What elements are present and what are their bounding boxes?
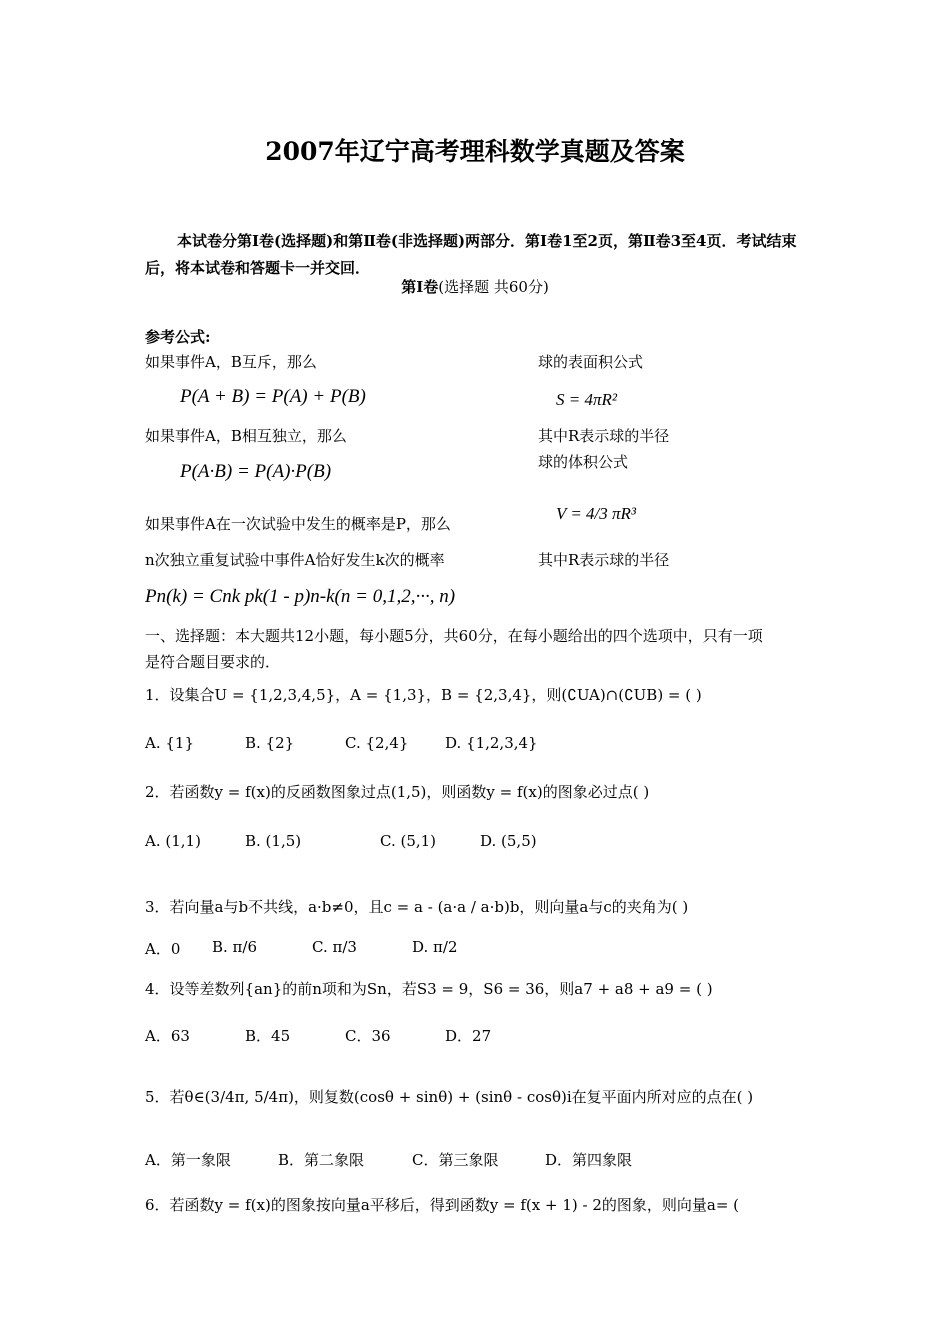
q4-option-b: B．45 (245, 1027, 291, 1045)
sphere-vol-label: 球的体积公式 (538, 453, 629, 471)
q2-stem: 2．若函数y = f(x)的反函数图象过点(1,5)，则函数y = f(x)的图象必过点( ) (145, 783, 650, 801)
q4-stem: 4．设等差数列{an}的前n项和为Sn，若S3 = 9，S6 = 36，则a7 + a8 + a9 = ( ) (145, 980, 713, 998)
radius-note: 其中R表示球的半径 (538, 427, 670, 445)
formula-mutex-text: 如果事件A，B互斥，那么 (145, 353, 317, 371)
part1-heading (0, 276, 950, 297)
q1-option-d: D. {1,2,3,4} (445, 734, 538, 752)
formula-binom: Pn(k) = Cnk pk(1 - p)n-k(n = 0,1,2,···, n) (145, 586, 456, 607)
q4-option-c: C．36 (345, 1027, 391, 1045)
q2-option-b: B. (1,5) (245, 832, 302, 850)
q5-option-c: C．第三象限 (412, 1151, 499, 1169)
formulas-heading: 参考公式: (145, 328, 211, 346)
part1-note: (选择题 共60分) (438, 278, 549, 296)
q4-option-d: D．27 (445, 1027, 492, 1045)
q4-option-a: A．63 (145, 1027, 190, 1045)
formula-mutex: P(A + B) = P(A) + P(B) (180, 386, 366, 407)
q3-stem: 3．若向量a与b不共线，a·b≠0，且c = a - (a·a / a·b)b，则向量a与c的夹角为( ) (145, 898, 689, 916)
page-title: 2007年辽宁高考理科数学真题及答案 (265, 137, 685, 166)
q1-option-b: B. {2} (245, 734, 295, 752)
q1-option-a: A. {1} (145, 734, 194, 752)
q3-option-d: D. π/2 (412, 938, 458, 956)
part1-label: 第Ⅰ卷 (401, 278, 439, 296)
q2-option-a: A. (1,1) (145, 832, 201, 850)
sphere-vol-formula: V = 4/3 πR³ (556, 504, 637, 523)
q3-option-b: B. π/6 (212, 938, 258, 956)
q5-option-d: D．第四象限 (545, 1151, 633, 1169)
q1-stem: 1．设集合U = {1,2,3,4,5}，A = {1,3}，B = {2,3,4}，则(∁UA)∩(∁UB) = ( ) (145, 686, 702, 704)
sphere-area-formula: S = 4πR² (556, 390, 617, 409)
sphere-area-label: 球的表面积公式 (538, 353, 644, 371)
formula-indep-label: 如果事件A，B相互独立，那么 (145, 427, 347, 445)
q5-option-b: B．第二象限 (278, 1151, 365, 1169)
formula-binom-label: n次独立重复试验中事件A恰好发生k次的概率 (145, 551, 445, 569)
formula-prob-label: 如果事件A在一次试验中发生的概率是P，那么 (145, 515, 451, 533)
q6-stem: 6．若函数y = f(x)的图象按向量a平移后，得到函数y = f(x + 1) - 2的图象，则向量a= ( (145, 1196, 740, 1214)
q5-stem: 5．若θ∈(3/4π, 5/4π)，则复数(cosθ + sinθ) + (sinθ - cosθ)i在复平面内所对应的点在( ) (145, 1088, 754, 1106)
q2-option-d: D. (5,5) (480, 832, 537, 850)
section1-line2: 是符合题目要求的． (145, 653, 281, 671)
radius-note-2: 其中R表示球的半径 (538, 551, 670, 569)
intro-paragraph (145, 228, 813, 282)
formula-mutex-label (145, 351, 317, 372)
q3-option-c: C. π/3 (312, 938, 357, 956)
intro-text: 本试卷分第Ⅰ卷(选择题)和第Ⅱ卷(非选择题)两部分．第Ⅰ卷1至2页，第Ⅱ卷3至4页．考试结束后，将本试卷和答题卡一并交回． (145, 232, 797, 277)
formula-indep: P(A·B) = P(A)·P(B) (180, 461, 332, 482)
q5-option-a: A．第一象限 (145, 1151, 231, 1169)
section1-line1: 一、选择题：本大题共12小题，每小题5分，共60分，在每小题给出的四个选项中，只有一项 (145, 627, 763, 645)
q3-option-a: A．0 (145, 940, 181, 958)
q2-option-c: C. (5,1) (380, 832, 437, 850)
q1-option-c: C. {2,4} (345, 734, 409, 752)
